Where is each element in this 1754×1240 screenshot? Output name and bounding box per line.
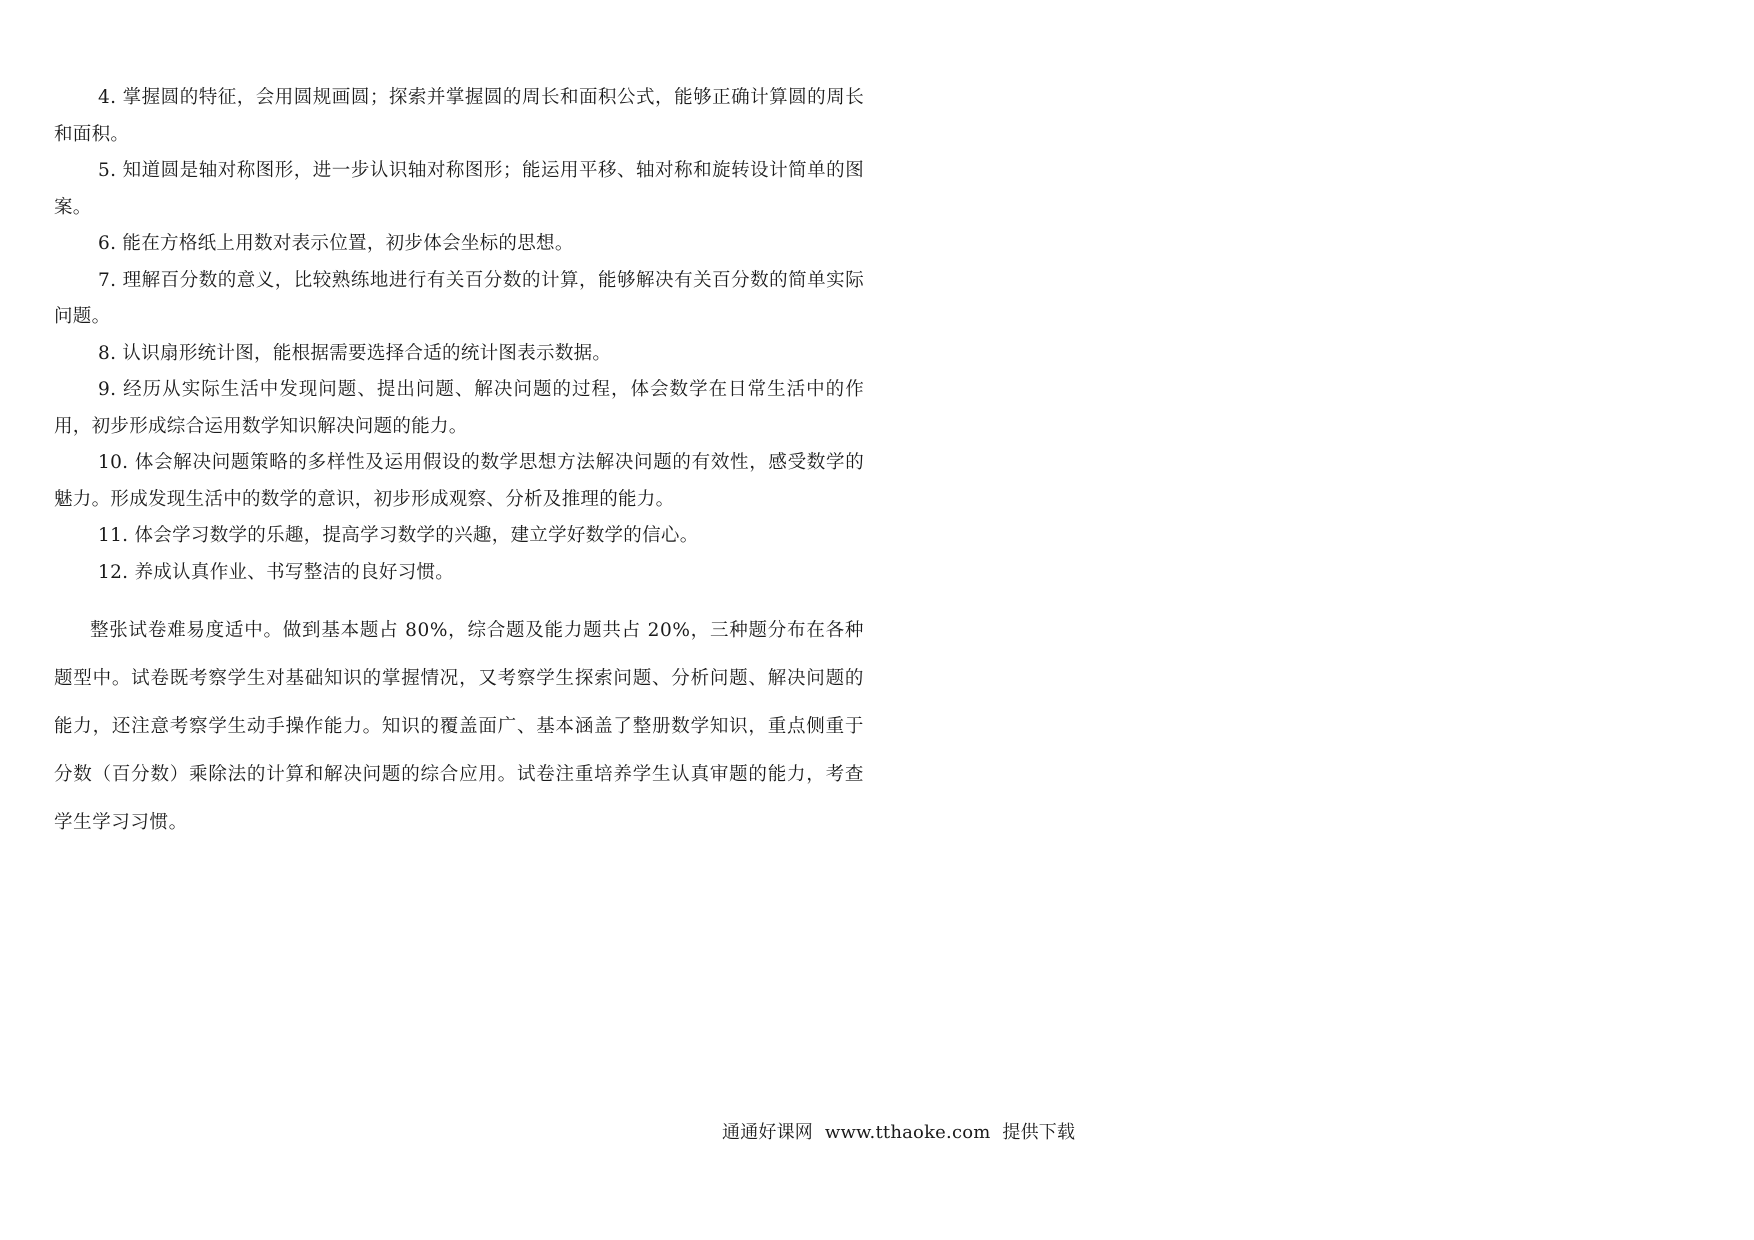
exam-summary-paragraph: 整张试卷难易度适中。做到基本题占 80%，综合题及能力题共占 20%，三种题分布在各种题型中。试卷既考察学生对基础知识的掌握情况，又考察学生探索问题、分析问题、解决问题的能力，还注意考察学生动手操作能力。知识的覆盖面广、基本涵盖了整册数学知识，重点侧重于分数（百分数）乘除法的计算和解决问题的综合应用。试卷注重培养学生认真审题的能力，考查学生学习习惯。 <box>54 620 864 833</box>
objective-item-4: 4. 掌握圆的特征，会用圆规画圆；探索并掌握圆的周长和面积公式，能够正确计算圆的周长和面积。 <box>54 87 864 145</box>
objective-item-10: 10. 体会解决问题策略的多样性及运用假设的数学思想方法解决问题的有效性，感受数学的魅力。形成发现生活中的数学的意识，初步形成观察、分析及推理的能力。 <box>54 452 864 510</box>
objective-item-11: 11. 体会学习数学的乐趣，提高学习数学的兴趣，建立学好数学的信心。 <box>98 525 699 546</box>
objective-item-8: 8. 认识扇形统计图，能根据需要选择合适的统计图表示数据。 <box>98 342 612 364</box>
objective-item-5: 5. 知道圆是轴对称图形，进一步认识轴对称图形；能运用平移、轴对称和旋转设计简单的图案。 <box>54 160 864 218</box>
objective-item-6: 6. 能在方格纸上用数对表示位置，初步体会坐标的思想。 <box>98 233 574 254</box>
page-footer: 通通好课网 www.tthaoke.com 提供下载 <box>722 1122 1076 1143</box>
objective-item-9: 9. 经历从实际生活中发现问题、提出问题、解决问题的过程，体会数学在日常生活中的作用，初步形成综合运用数学知识解决问题的能力。 <box>54 379 864 437</box>
objective-item-7: 7. 理解百分数的意义，比较熟练地进行有关百分数的计算，能够解决有关百分数的简单实际问题。 <box>54 269 864 327</box>
document-body <box>54 80 864 847</box>
objective-item-12: 12. 养成认真作业、书写整洁的良好习惯。 <box>98 561 455 583</box>
